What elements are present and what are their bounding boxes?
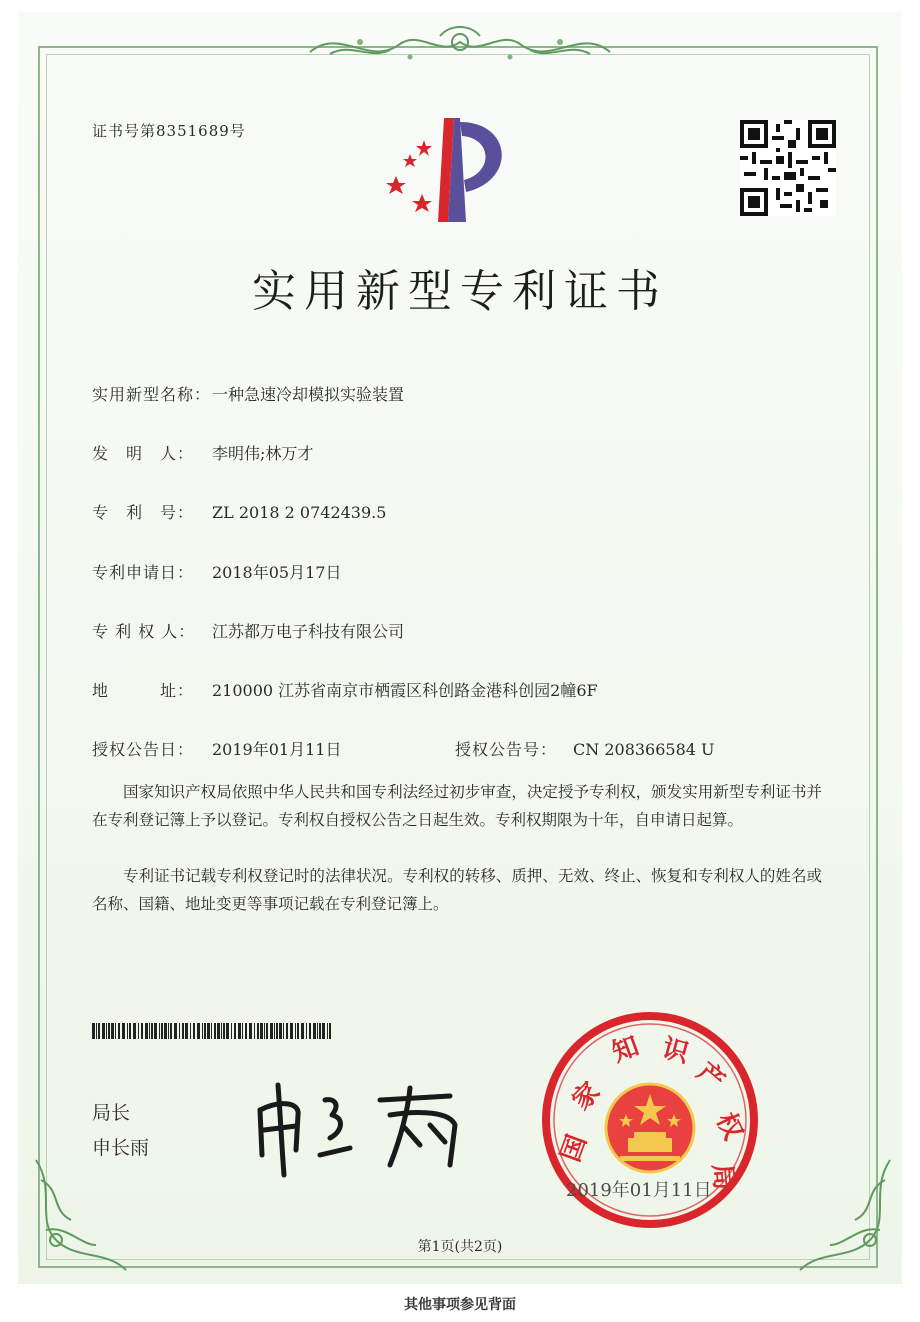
director-title: 局长: [92, 1102, 131, 1124]
signature-icon: [250, 1070, 500, 1180]
field-label: 授权公告日：: [92, 740, 195, 759]
director-name: 申长雨: [92, 1137, 150, 1159]
field-address: [92, 678, 598, 701]
corner-ornament-icon: [26, 1150, 136, 1280]
field-label: 授权公告号：: [455, 740, 558, 759]
field-label: 地 址：: [92, 681, 195, 700]
field-value: ZL 2018 2 0742439.5: [212, 503, 387, 522]
certificate-number: 证书号第8351689号: [92, 122, 246, 140]
field-grant-number: [455, 737, 715, 760]
svg-text:知: 知: [608, 1031, 643, 1069]
page-title: 实用新型专利证书: [252, 266, 668, 317]
field-value: 210000 江苏省南京市栖霞区科创路金港科创园2幢6F: [212, 681, 598, 700]
barcode-icon: [92, 1023, 332, 1039]
field-name: [92, 382, 404, 405]
footer-note: 其他事项参见背面: [404, 1297, 516, 1313]
seal-date: 2019年01月11日: [566, 1180, 712, 1201]
top-ornament-icon: [300, 22, 620, 72]
page-indicator: 第1页(共2页): [417, 1239, 503, 1255]
field-label: 专 利 号：: [92, 503, 195, 522]
field-filing-date: [92, 560, 341, 583]
field-value: 2019年01月11日: [212, 740, 342, 759]
svg-text:国: 国: [555, 1131, 593, 1166]
svg-text:权: 权: [709, 1108, 749, 1145]
svg-text:家: 家: [566, 1076, 607, 1117]
corner-ornament-icon: [790, 1150, 900, 1280]
statement-paragraph: 专利证书记载专利权登记时的法律状况。专利权的转移、质押、无效、终止、恢复和专利权人的姓名或名称、国籍、地址变更等事项记载在专利登记簿上。: [92, 867, 822, 913]
field-grant-date: [92, 737, 341, 760]
field-patent-number: [92, 500, 386, 523]
svg-text:局: 局: [706, 1162, 739, 1192]
statement-paragraph: 国家知识产权局依照中华人民共和国专利法经过初步审查，决定授予专利权，颁发实用新型专利证书并在专利登记簿上予以登记。专利权自授权公告之日起生效。专利权期限为十年，自申请日起算。: [92, 783, 822, 829]
national-emblem-icon: [606, 1084, 694, 1172]
svg-text:产: 产: [690, 1056, 731, 1097]
field-value: 一种急速冷却模拟实验装置: [212, 385, 405, 404]
field-label: 专利申请日：: [92, 563, 195, 582]
cnipa-logo-icon: [382, 110, 532, 230]
field-inventor: [92, 441, 313, 464]
qr-code-icon: [740, 120, 836, 216]
field-label: 发 明 人：: [92, 444, 195, 463]
svg-text:识: 识: [658, 1033, 692, 1070]
field-patentee: [92, 619, 404, 642]
field-value: 江苏都万电子科技有限公司: [212, 622, 405, 641]
field-value: CN 208366584 U: [573, 740, 715, 759]
field-value: 2018年05月17日: [212, 563, 342, 582]
field-value: 李明伟;林万才: [212, 444, 314, 463]
field-label: 实用新型名称：: [92, 385, 212, 404]
field-label: 专 利 权 人：: [92, 622, 196, 641]
